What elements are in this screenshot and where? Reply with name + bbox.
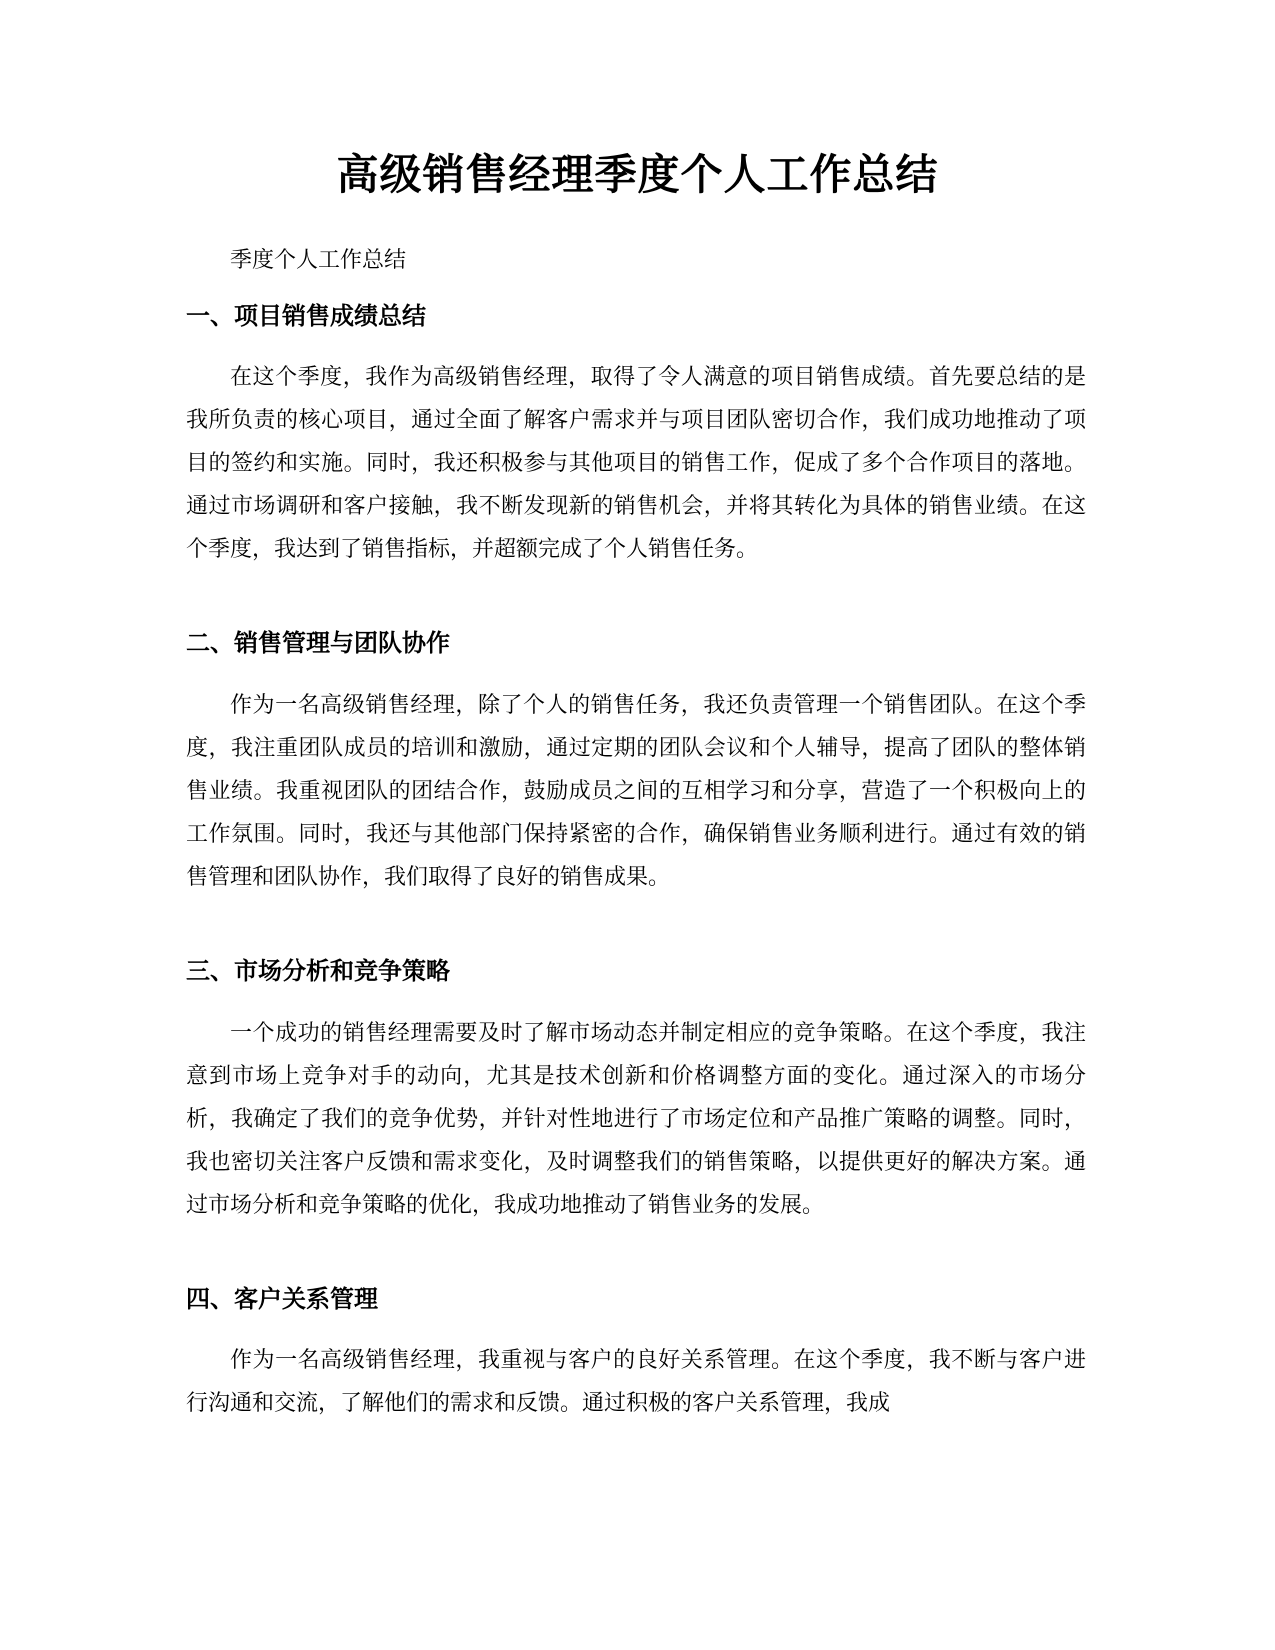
document-subtitle: 季度个人工作总结 xyxy=(230,248,407,273)
section-body-3: 一个成功的销售经理需要及时了解市场动态并制定相应的竞争策略。在这个季度，我注意到市场上竞争对手的动向，尤其是技术创新和价格调整方面的变化。通过深入的市场分析，我确定了我们的竞争优势，并针对性地进行了市场定位和产品推广策略的调整。同时，我也密切关注客户反馈和需求变化，及时调整我们的销售策略，以提供更好的解决方案。通过市场分析和竞争策略的优化，我成功地推动了销售业务的发展。 xyxy=(186,1021,1086,1218)
section-body-4: 作为一名高级销售经理，我重视与客户的良好关系管理。在这个季度，我不断与客户进行沟通和交流，了解他们的需求和反馈。通过积极的客户关系管理，我成 xyxy=(186,1348,1086,1416)
section-body-1: 在这个季度，我作为高级销售经理，取得了令人满意的项目销售成绩。首先要总结的是我所负责的核心项目，通过全面了解客户需求并与项目团队密切合作，我们成功地推动了项目的签约和实施。同时，我还积极参与其他项目的销售工作，促成了多个合作项目的落地。通过市场调研和客户接触，我不断发现新的销售机会，并将其转化为具体的销售业绩。在这个季度，我达到了销售指标，并超额完成了个人销售任务。 xyxy=(186,365,1086,562)
section-heading-4: 四、客户关系管理 xyxy=(186,1285,378,1313)
document-title: 高级销售经理季度个人工作总结 xyxy=(336,150,939,199)
section-heading-3: 三、市场分析和竞争策略 xyxy=(186,957,450,985)
section-heading-2: 二、销售管理与团队协作 xyxy=(186,629,450,657)
section-body-2: 作为一名高级销售经理，除了个人的销售任务，我还负责管理一个销售团队。在这个季度，我注重团队成员的培训和激励，通过定期的团队会议和个人辅导，提高了团队的整体销售业绩。我重视团队的团结合作，鼓励成员之间的互相学习和分享，营造了一个积极向上的工作氛围。同时，我还与其他部门保持紧密的合作，确保销售业务顺利进行。通过有效的销售管理和团队协作，我们取得了良好的销售成果。 xyxy=(186,693,1086,890)
section-heading-1: 一、项目销售成绩总结 xyxy=(186,302,426,330)
